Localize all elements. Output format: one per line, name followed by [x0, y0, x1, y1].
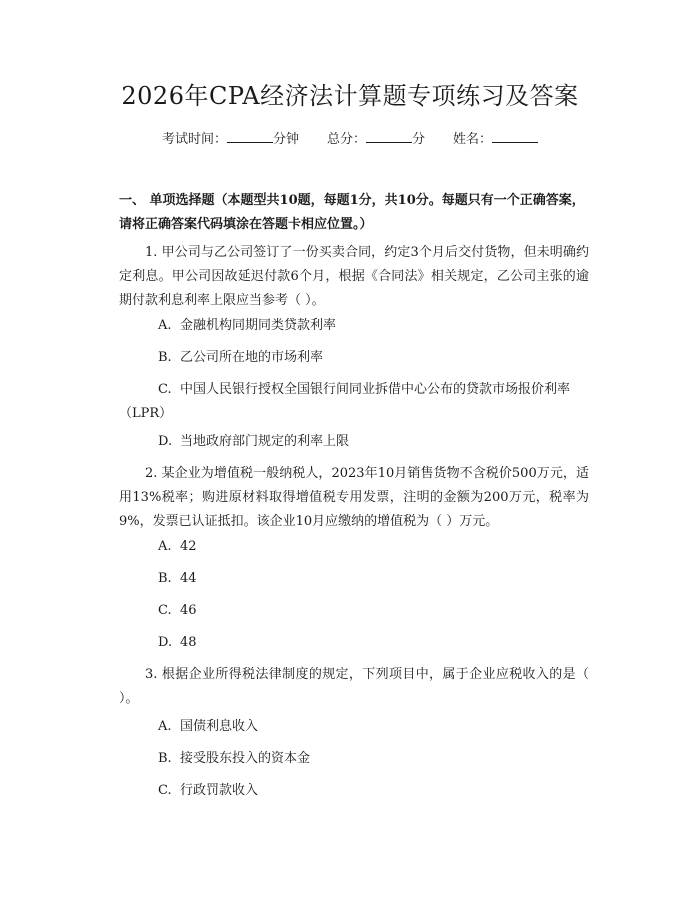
exam-meta-line [0, 130, 700, 150]
option-letter: C. [158, 783, 172, 798]
option-letter: B. [158, 571, 172, 586]
option-text: 46 [180, 603, 197, 618]
name-label: 姓名： [453, 132, 493, 147]
question-1: 1. 甲公司与乙公司签订了一份买卖合同，约定3个月后交付货物，但未明确约定利息。甲公司因故延迟付款6个月，根据《合同法》相关规定，乙公司主张的逾期付款利息利率上限应当参考（ ）。 [119, 245, 589, 308]
score-label: 总分： [326, 132, 366, 147]
option-text: 48 [180, 635, 197, 650]
option-text: 中国人民银行授权全国银行间同业拆借中心公布的贷款市场报价利率（LPR） [119, 382, 571, 421]
name-blank [492, 130, 538, 143]
option-text: 乙公司所在地的市场利率 [180, 350, 324, 365]
time-blank [227, 130, 273, 143]
time-unit: 分钟 [272, 132, 299, 147]
option-text: 国债利息收入 [180, 719, 259, 734]
question-3-option-b [158, 747, 588, 771]
option-text: 44 [180, 571, 197, 586]
score-unit: 分 [412, 132, 426, 147]
question-2-option-d [158, 631, 588, 655]
question-3-option-a [158, 715, 588, 739]
option-letter: A. [158, 719, 172, 734]
option-text: 金融机构同期同类贷款利率 [180, 318, 337, 333]
question-3: 3. 根据企业所得税法律制度的规定，下列项目中，属于企业应税收入的是（ ）。 [119, 667, 589, 706]
page-title: 2026年CPA经济法计算题专项练习及答案 [121, 82, 579, 110]
option-letter: B. [158, 751, 172, 766]
question-1-option-d [158, 430, 588, 454]
question-2-option-b [158, 567, 588, 591]
option-letter: B. [158, 350, 172, 365]
question-2-option-a [158, 535, 588, 559]
option-letter: A. [158, 318, 172, 333]
option-letter: C. [158, 382, 172, 397]
question-2: 2. 某企业为增值税一般纳税人，2023年10月销售货物不含税价500万元，适用13%税率；购进原材料取得增值税专用发票，注明的金额为200万元，税率为9%，发票已认证抵扣。该企业10月应缴纳的增值税为（ ）万元。 [119, 466, 589, 529]
option-text: 接受股东投入的资本金 [180, 751, 311, 766]
option-text: 行政罚款收入 [180, 783, 259, 798]
time-label: 考试时间： [161, 132, 227, 147]
option-letter: A. [158, 539, 172, 554]
option-text: 42 [180, 539, 197, 554]
question-1-option-a [158, 314, 588, 338]
option-text: 当地政府部门规定的利率上限 [180, 434, 350, 449]
score-blank [366, 130, 412, 143]
option-letter: C. [158, 603, 172, 618]
option-letter: D. [158, 434, 173, 449]
question-2-option-c [158, 599, 588, 623]
question-1-option-c [119, 378, 589, 426]
section-heading: 一、 单项选择题（本题型共10题，每题1分，共10分。每题只有一个正确答案，请将正确答案代码填涂在答题卡相应位置。） [119, 193, 585, 232]
option-letter: D. [158, 635, 173, 650]
question-1-option-b [158, 346, 588, 370]
question-3-option-c [158, 779, 588, 803]
